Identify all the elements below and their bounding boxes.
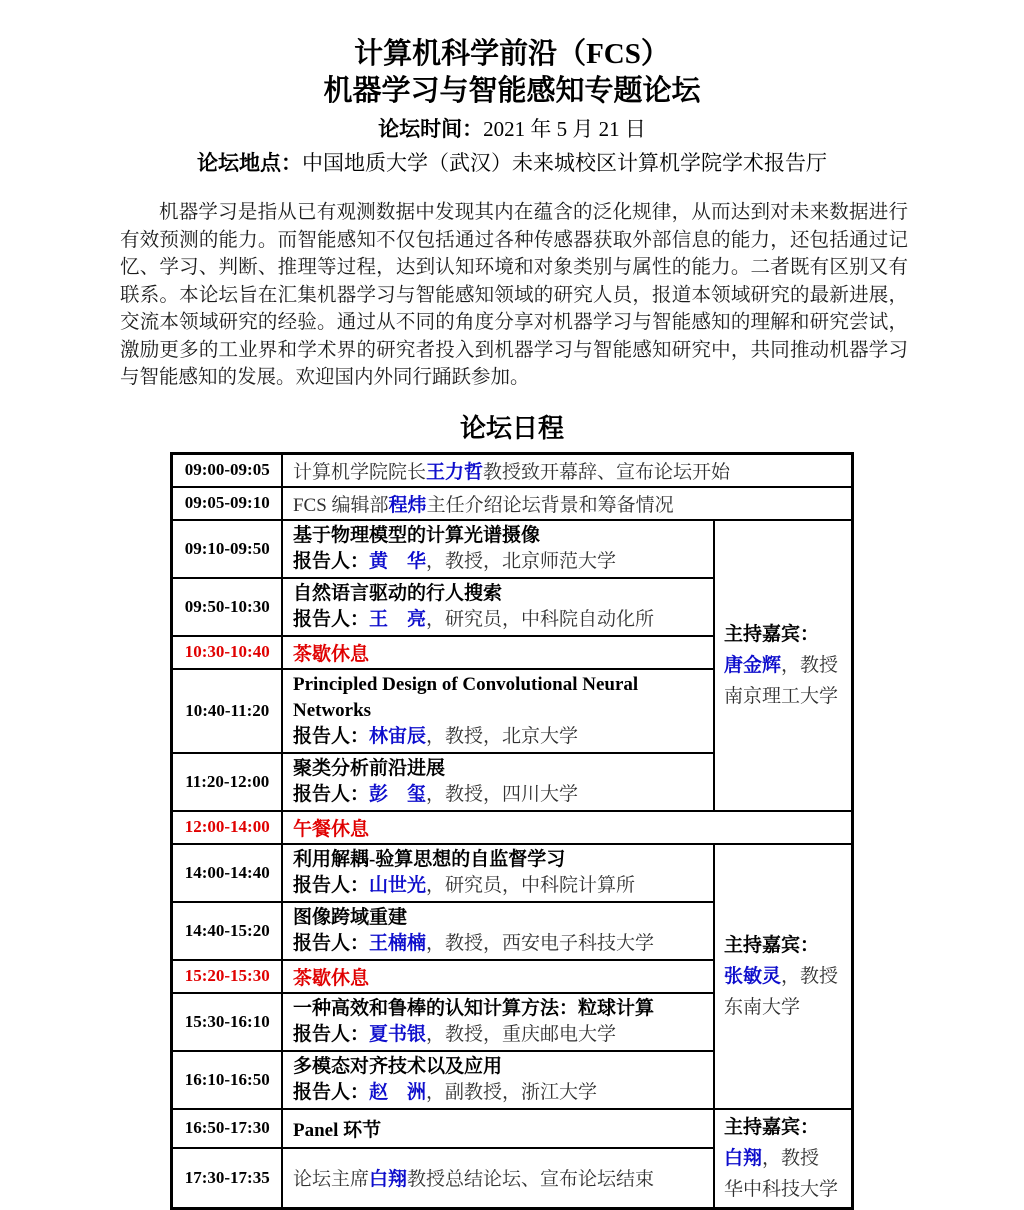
- speaker-name: 王楠楠: [369, 932, 427, 954]
- speaker-line: [293, 1022, 703, 1048]
- table-row: [172, 453, 852, 487]
- time-cell: 12:00-14:00: [172, 811, 282, 844]
- break-cell: [282, 811, 852, 844]
- event-cell: [282, 453, 852, 487]
- event-cell: [282, 487, 852, 520]
- event-text: 计算机学院院长: [292, 461, 426, 483]
- table-row: [172, 844, 852, 902]
- break-text: 茶歇休息: [292, 643, 369, 665]
- event-text: 教授总结论坛、宣布论坛结束: [407, 1169, 655, 1191]
- time-cell: 16:10-16:50: [172, 1051, 282, 1109]
- forum-time-label: 论坛时间：: [378, 117, 484, 141]
- time-cell: 14:40-15:20: [172, 902, 282, 960]
- event-text: 主任介绍论坛背景和筹备情况: [426, 494, 674, 516]
- talk-cell: [282, 669, 714, 753]
- talk-title: 聚类分析前沿进展: [292, 757, 445, 779]
- time-cell: 09:50-10:30: [172, 578, 282, 636]
- talk-title: 一种高效和鲁棒的认知计算方法：粒球计算: [292, 997, 654, 1019]
- talk-title: 多模态对齐技术以及应用: [292, 1055, 502, 1077]
- speaker-line: [293, 724, 703, 750]
- speaker-name: 王力哲: [426, 461, 484, 483]
- speaker-line: [293, 782, 703, 808]
- document-header: [0, 0, 1024, 178]
- speaker-label: 报告人：: [292, 550, 369, 572]
- host-label: 主持嘉宾：: [723, 623, 819, 645]
- speaker-line: [293, 1080, 703, 1106]
- speaker-name: 程炜: [388, 494, 427, 516]
- time-cell: 16:50-17:30: [172, 1109, 282, 1149]
- page-title-line1: 计算机科学前沿（FCS）: [354, 38, 670, 70]
- time-cell: 14:00-14:40: [172, 844, 282, 902]
- break-cell: [282, 636, 714, 669]
- talk-title: 利用解耦-验算思想的自监督学习: [292, 848, 566, 870]
- talk-cell: [282, 993, 714, 1051]
- event-text: 论坛主席: [292, 1169, 369, 1191]
- time-cell: 09:05-09:10: [172, 487, 282, 520]
- table-row: [172, 520, 852, 578]
- forum-venue-line: [0, 149, 1024, 178]
- table-row: [172, 811, 852, 844]
- speaker-name: 林宙辰: [369, 725, 427, 747]
- forum-time-line: [0, 115, 1024, 144]
- host-title: ，教授: [781, 965, 839, 987]
- speaker-line: [293, 607, 703, 633]
- table-row: [172, 1109, 852, 1149]
- talk-cell: [282, 520, 714, 578]
- speaker-name: 赵 洲: [369, 1081, 427, 1103]
- speaker-label: 报告人：: [292, 725, 369, 747]
- talk-cell: [282, 844, 714, 902]
- host-affiliation: 南京理工大学: [723, 685, 838, 707]
- speaker-label: 报告人：: [292, 1023, 369, 1045]
- intro-paragraph: 机器学习是指从已有观测数据中发现其内在蕴含的泛化规律，从而达到对未来数据进行有效预测的能力。而智能感知不仅包括通过各种传感器获取外部信息的能力，还包括通过记忆、学习、判断、推理等过程，达到认知环境和对象类别与属性的能力。二者既有区别又有联系。本论坛旨在汇集机器学习与智能感知领域的研究人员，报道本领域研究的最新进展，交流本领域研究的经验。通过从不同的角度分享对机器学习与智能感知的理解和研究尝试，激励更多的工业界和学术界的研究者投入到机器学习与智能感知研究中，共同推动机器学习与智能感知的发展。欢迎国内外同行踊跃参加。: [120, 202, 908, 388]
- speaker-label: 报告人：: [292, 874, 369, 896]
- schedule-heading: 论坛日程: [459, 413, 564, 443]
- event-text: 教授致开幕辞、宣布论坛开始: [483, 461, 731, 483]
- event-cell: [282, 1148, 714, 1208]
- speaker-affiliation: ，教授，北京师范大学: [426, 550, 617, 572]
- speaker-name: 山世光: [369, 874, 427, 896]
- host-title: ，教授: [781, 654, 839, 676]
- forum-venue-label: 论坛地点：: [197, 151, 302, 175]
- host-cell-afternoon: [714, 844, 852, 1109]
- panel-text: Panel 环节: [292, 1119, 382, 1141]
- talk-title: 图像跨域重建: [292, 906, 407, 928]
- speaker-affiliation: ，研究员，中科院自动化所: [426, 608, 655, 630]
- talk-cell: [282, 902, 714, 960]
- event-text: FCS 编辑部: [292, 494, 389, 516]
- speaker-label: 报告人：: [292, 932, 369, 954]
- time-cell: 17:30-17:35: [172, 1148, 282, 1208]
- host-affiliation: 东南大学: [723, 996, 800, 1018]
- forum-venue-value: 中国地质大学（武汉）未来城校区计算机学院学术报告厅: [302, 151, 827, 175]
- speaker-affiliation: ，教授，四川大学: [426, 783, 579, 805]
- speaker-affiliation: ，教授，西安电子科技大学: [426, 932, 655, 954]
- host-name: 张敏灵: [723, 965, 781, 987]
- talk-title: Principled Design of Convolutional Neural Networks: [292, 673, 639, 721]
- speaker-name: 彭 玺: [369, 783, 427, 805]
- host-name: 白翔: [723, 1147, 762, 1169]
- talk-cell: [282, 578, 714, 636]
- talk-title: 自然语言驱动的行人搜索: [292, 582, 502, 604]
- speaker-label: 报告人：: [292, 783, 369, 805]
- time-cell: 10:40-11:20: [172, 669, 282, 753]
- break-cell: [282, 960, 714, 993]
- host-name: 唐金辉: [723, 654, 781, 676]
- speaker-label: 报告人：: [292, 608, 369, 630]
- speaker-line: [293, 931, 703, 957]
- speaker-affiliation: ，教授，重庆邮电大学: [426, 1023, 617, 1045]
- host-cell-closing: [714, 1109, 852, 1209]
- talk-cell: [282, 753, 714, 811]
- time-cell: 10:30-10:40: [172, 636, 282, 669]
- time-cell: 15:30-16:10: [172, 993, 282, 1051]
- speaker-name: 白翔: [369, 1169, 408, 1191]
- speaker-name: 黄 华: [369, 550, 427, 572]
- host-label: 主持嘉宾：: [723, 934, 819, 956]
- forum-time-value: 2021 年 5 月 21 日: [483, 117, 646, 141]
- speaker-label: 报告人：: [292, 1081, 369, 1103]
- host-label: 主持嘉宾：: [723, 1116, 819, 1138]
- speaker-line: [293, 873, 703, 899]
- talk-cell: [282, 1051, 714, 1109]
- break-text: 茶歇休息: [292, 967, 369, 989]
- time-cell: 09:10-09:50: [172, 520, 282, 578]
- schedule-table: [170, 452, 853, 1210]
- table-row: [172, 487, 852, 520]
- talk-title: 基于物理模型的计算光谱摄像: [292, 524, 540, 546]
- host-cell-morning: [714, 520, 852, 811]
- speaker-affiliation: ，副教授，浙江大学: [426, 1081, 598, 1103]
- speaker-affiliation: ，教授，北京大学: [426, 725, 579, 747]
- host-title: ，教授: [762, 1147, 820, 1169]
- speaker-affiliation: ，研究员，中科院计算所: [426, 874, 636, 896]
- host-name-line: [724, 961, 847, 992]
- speaker-name: 王 亮: [369, 608, 427, 630]
- host-name-line: [724, 1143, 847, 1174]
- time-cell: 11:20-12:00: [172, 753, 282, 811]
- host-name-line: [724, 650, 847, 681]
- break-text: 午餐休息: [292, 818, 369, 840]
- speaker-line: [293, 549, 703, 575]
- host-affiliation: 华中科技大学: [723, 1178, 838, 1200]
- time-cell: 09:00-09:05: [172, 453, 282, 487]
- page-title-line2: 机器学习与智能感知专题论坛: [323, 75, 701, 107]
- speaker-name: 夏书银: [369, 1023, 427, 1045]
- panel-cell: [282, 1109, 714, 1149]
- time-cell: 15:20-15:30: [172, 960, 282, 993]
